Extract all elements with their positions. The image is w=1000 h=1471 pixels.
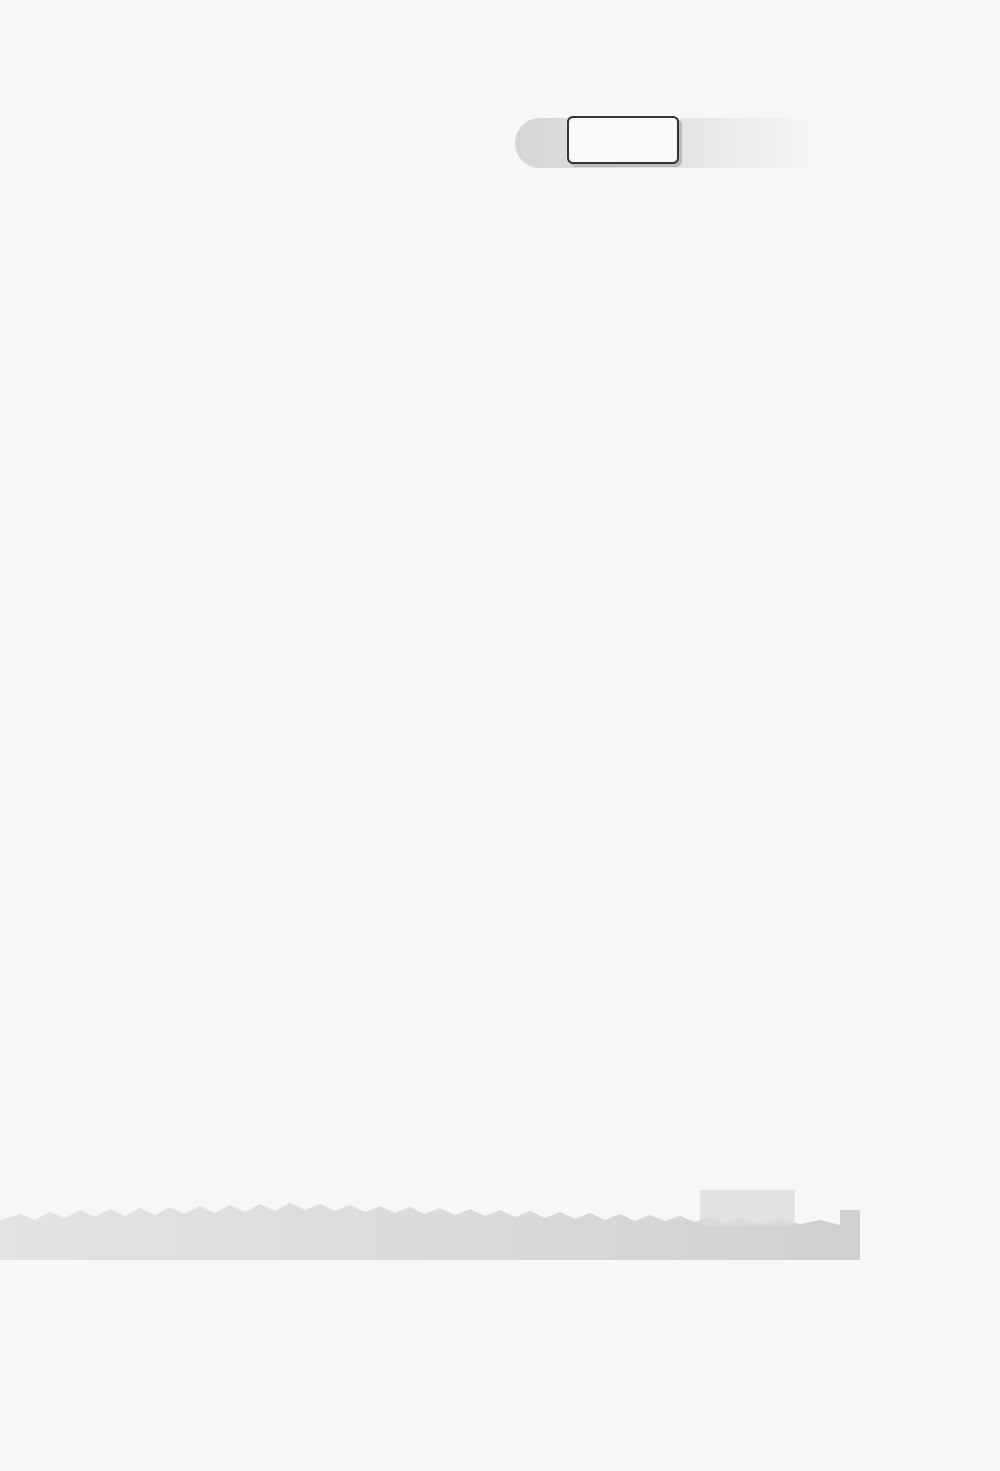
section-header-label — [567, 116, 679, 164]
decorative-wave-band — [0, 1190, 860, 1270]
unit-title — [0, 266, 1000, 286]
